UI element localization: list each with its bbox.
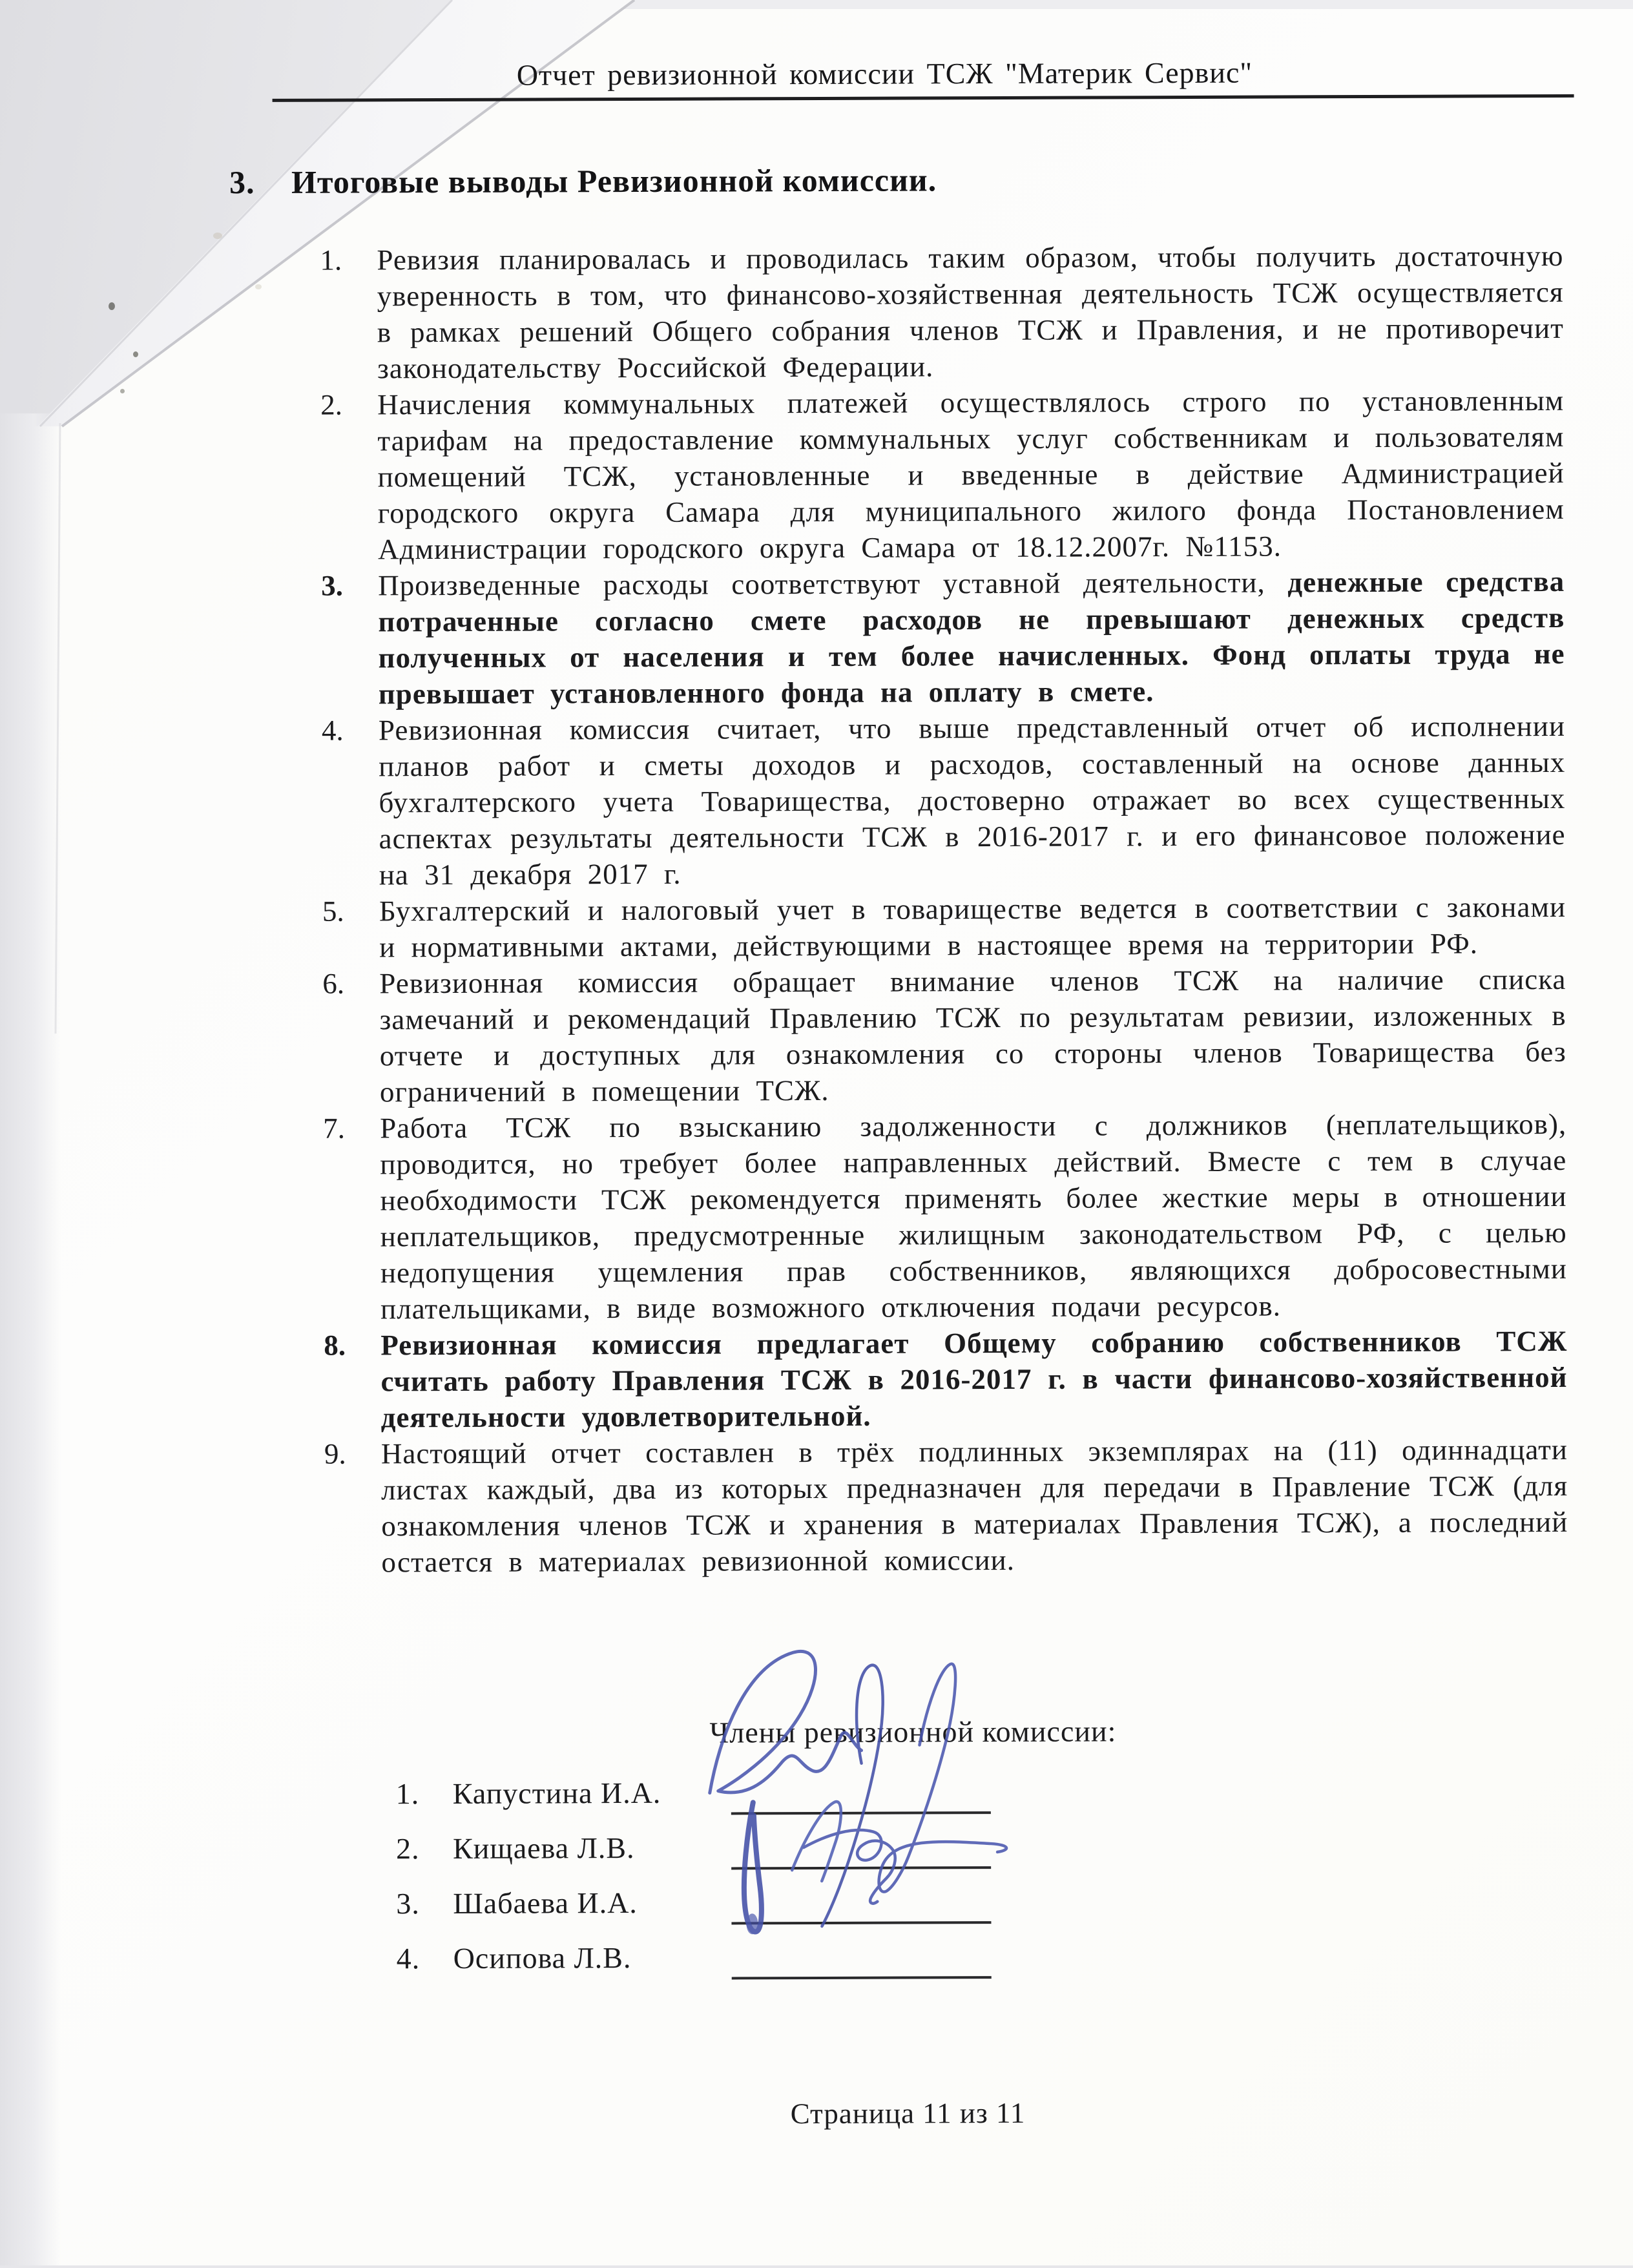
item-number: 4. — [321, 714, 344, 747]
item-text: Ревизионная комиссия обращает внимание членов ТСЖ на наличие списка замечаний и рекомендаций Правлению ТСЖ по результатам ревизии, изложенных в отчете и доступных для ознакомления со стороны членов Товарищества без ограничений в помещении ТСЖ. — [379, 962, 1566, 1108]
item-number: 1. — [320, 244, 342, 276]
member-name: Осипова Л.В. — [453, 1941, 632, 1975]
item-text: Настоящий отчет составлен в трёх подлинных экземплярах на (11) одиннадцати листах каждый, два из которых предназначен для передачи в Правление ТСЖ (для ознакомления членов ТСЖ и хранения в материалах Правления ТСЖ), а последний остается в материалах ревизионной комиссии. — [380, 1433, 1568, 1579]
section-heading — [229, 160, 1327, 201]
list-item — [322, 961, 1566, 1110]
item-text: Работа ТСЖ по взысканию задолженности с должников (неплательщиков), проводится, но требует более направленных действий. Вместе с тем в случае необходимости ТСЖ рекомендуется применять более жесткие меры в отношении неплательщиков, предусмотренные жилищным законодательством РФ, с целью недопущения ущемления прав собственников, являющихся добросовестными плательщиками, в виде возможного отключения подачи ресурсов. — [380, 1107, 1568, 1326]
item-number: 6. — [322, 967, 345, 1000]
list-item — [324, 1323, 1568, 1436]
member-number: 1. — [395, 1777, 420, 1811]
list-item — [324, 1431, 1568, 1581]
section-number: 3. — [229, 164, 255, 201]
list-item — [320, 238, 1564, 387]
item-text-bold: Ревизионная комиссия предлагает Общему собранию собственников ТСЖ считать работу Правления ТСЖ в 2016-2017 г. в части финансово-хозяйственной деятельности удовлетворительной. — [380, 1324, 1568, 1434]
item-text: Начисления коммунальных платежей осуществлялось строго по установленным тарифам на предоставление коммунальных услуг собственникам и пользователям помещений ТСЖ, установленные и введенные в действие Администрацией городского округа Самара для муниципального жилого фонда Постановлением Администрации городского округа Самара от 18.12.2007г. №1153. — [377, 384, 1565, 566]
conclusions-list — [320, 238, 1568, 1581]
item-text: Бухгалтерский и налоговый учет в товариществе ведется в соответствии с законами и нормативными актами, действующими в настоящее время на территории РФ. — [379, 890, 1566, 964]
section-title: Итоговые выводы Ревизионной комиссии. — [291, 161, 937, 200]
item-text: Произведенные расходы соответствуют уставной деятельности, — [378, 566, 1288, 602]
item-text-bold: денежные средства потраченные согласно смете расходов не превышают денежных средств полученных от населения и тем более начисленных. Фонд оплаты труда не превышает установленного фонда на оплату в смете. — [378, 565, 1565, 711]
item-number: 9. — [324, 1437, 346, 1470]
member-number: 3. — [396, 1887, 420, 1920]
item-number: 2. — [320, 388, 343, 421]
list-item — [323, 1106, 1567, 1327]
item-number: 3. — [321, 569, 344, 602]
list-item — [321, 563, 1565, 713]
list-item — [320, 382, 1565, 568]
member-number: 4. — [396, 1942, 421, 1975]
item-text: Ревизия планировалась и проводилась таким образом, чтобы получить достаточную уверенность в том, что финансово-хозяйственная деятельность ТСЖ осуществляется в рамках решений Общего собрания членов ТСЖ и Правления, и не противоречит законодательству Российской Федерации. — [377, 239, 1564, 385]
document-header-title: Отчет ревизионной комиссии ТСЖ "Материк Сервис" — [516, 56, 1253, 92]
item-number: 7. — [323, 1112, 345, 1145]
member-number: 2. — [395, 1832, 420, 1866]
member-name: Кищаева Л.В. — [452, 1831, 635, 1865]
member-name: Капустина И.А. — [452, 1776, 661, 1810]
item-number: 5. — [322, 895, 344, 928]
signature-block-label: Члены ревизионной комиссии: — [709, 1714, 1117, 1749]
header-rule — [273, 94, 1574, 102]
signature-ink — [648, 1568, 1295, 1990]
footer-page-number: Страница 11 из 11 — [790, 2096, 1026, 2130]
list-item — [322, 708, 1566, 893]
item-number: 8. — [324, 1329, 346, 1362]
item-text: Ревизионная комиссия считает, что выше представленный отчет об исполнении планов работ и сметы доходов и расходов, составленный на основе данных бухгалтерского учета Товарищества, достоверно отражает во всех существенных аспектах результаты деятельности ТСЖ в 2016-2017 г. и его финансовое положение на 31 декабря 2017 г. — [378, 709, 1566, 891]
member-name: Шабаева И.А. — [453, 1886, 638, 1920]
list-item — [322, 889, 1566, 966]
